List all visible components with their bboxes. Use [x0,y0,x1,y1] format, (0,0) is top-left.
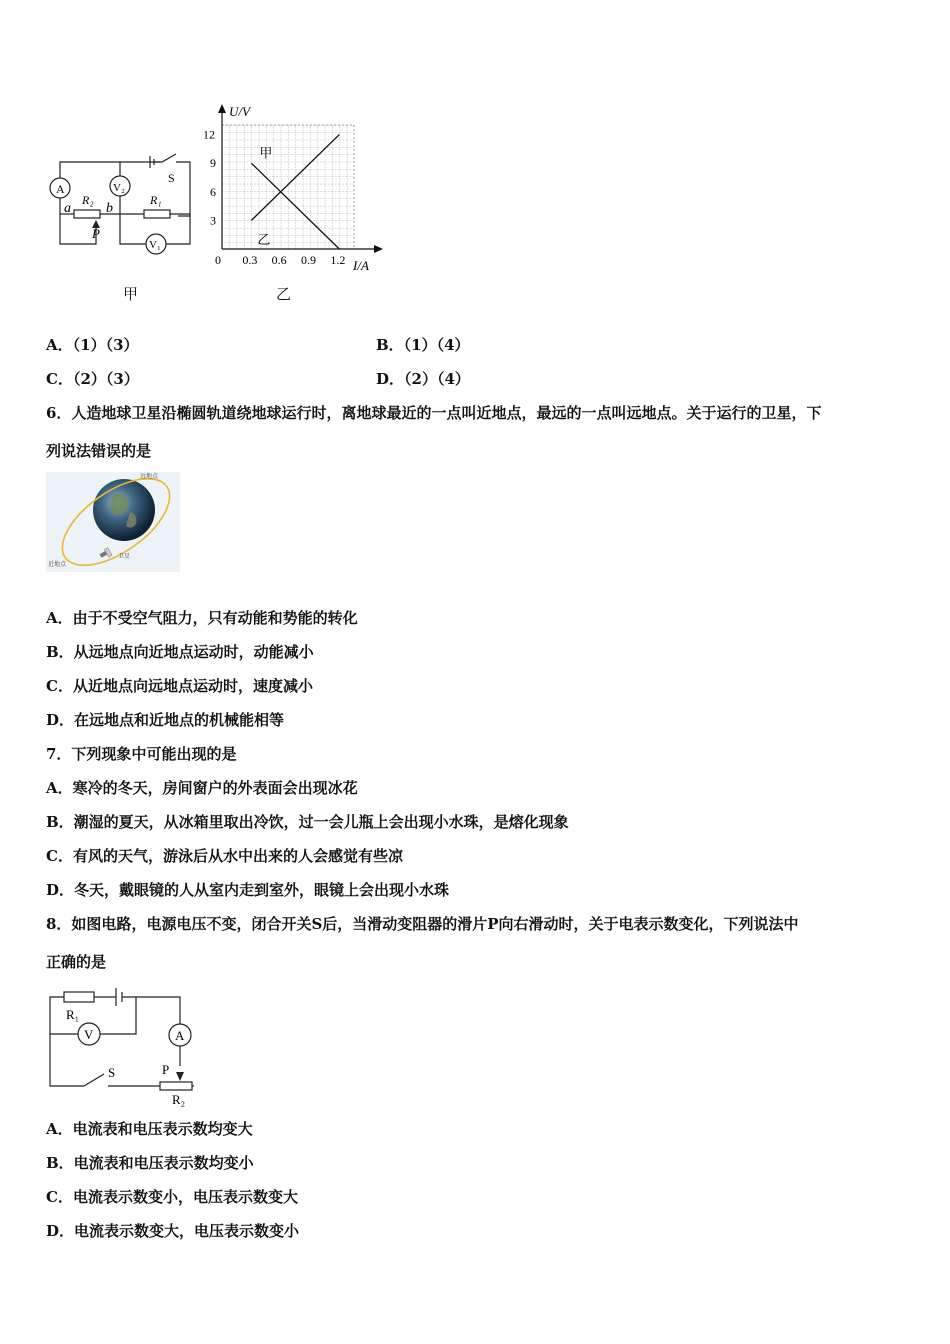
q7-option-b[interactable]: B．潮湿的夏天，从冰箱里取出冷饮，过一会儿瓶上会出现小水珠，是熔化现象 [46,813,569,831]
apogee-label: 远地点 [140,474,159,480]
satellite-orbit-figure [46,472,180,572]
q6-stem-line1: 6．人造地球卫星沿椭圆轨道绕地球运行时，离地球最近的一点叫近地点，最远的一点叫远地点。关于运行的卫星，下 [46,404,822,422]
voltmeter2-label: V₂ [113,182,125,194]
q8-option-a[interactable]: A．电流表和电压表示数均变大 [46,1120,253,1138]
r1-label: R₁ [150,193,162,207]
graph-yi-caption: 乙 [276,285,292,303]
q6-option-b[interactable]: B．从远地点向近地点运动时，动能减小 [46,643,314,661]
q8-option-d[interactable]: D．电流表示数变大，电压表示数变小 [46,1222,300,1240]
x-tick-label: 0.3 [242,253,258,267]
switch-label: S [108,1065,116,1080]
switch-label: S [168,171,175,185]
q5-option-b[interactable]: B．（1）（4） [376,336,470,354]
y-tick-label: 9 [210,156,216,171]
q8-option-b[interactable]: B．电流表和电压表示数均变小 [46,1154,254,1172]
q5-option-d[interactable]: D．（2）（4） [376,370,470,388]
slider-p-label: P [162,1062,170,1077]
r2-label: R₂ [82,193,94,207]
q8-option-c[interactable]: C．电流表示数变小，电压表示数变大 [46,1188,298,1206]
q6-option-c[interactable]: C．从近地点向远地点运动时，速度减小 [46,677,313,695]
x-tick-label: 0.9 [301,253,316,267]
q5-option-a[interactable]: A．（1）（3） [46,336,139,354]
y-tick-label: 6 [210,184,216,199]
circuit-jia-figure [40,140,200,260]
line-yi-label: 乙 [257,232,271,248]
line-jia-label: 甲 [259,145,273,161]
q7-option-d[interactable]: D．冬天，戴眼镜的人从室内走到室外，眼镜上会出现小水珠 [46,881,450,899]
u-i-graph [195,100,390,280]
circuit-jia-caption: 甲 [123,285,139,303]
ammeter-label: A [175,1028,185,1043]
ammeter-label: A [56,182,65,196]
x-axis-label: I/A [353,258,369,273]
q7-option-c[interactable]: C．有风的天气，游泳后从水中出来的人会感觉有些凉 [46,847,403,865]
r2-label: R₂ [172,1092,186,1107]
y-axis-label: U/V [229,104,250,119]
perigee-label: 近地点 [48,562,67,568]
origin-label: 0 [215,253,221,267]
q6-option-d[interactable]: D．在远地点和近地点的机械能相等 [46,711,285,729]
point-b-label: b [106,201,113,216]
voltmeter1-label: V₁ [149,239,161,251]
q7-option-a[interactable]: A．寒冷的冬天，房间窗户的外表面会出现冰花 [46,779,358,797]
satellite-label: 卫星 [118,554,131,560]
y-tick-label: 12 [203,127,215,142]
voltmeter-label: V [84,1027,94,1042]
circuit-q8-figure [44,982,204,1107]
q8-stem-line2: 正确的是 [46,953,107,971]
x-tick-label: 0.6 [271,253,287,267]
r1-label: R₁ [66,1007,80,1022]
point-a-label: a [64,201,71,216]
y-tick-label: 3 [210,213,216,228]
x-tick-label: 1.2 [330,253,346,267]
q8-stem-line1: 8．如图电路，电源电压不变，闭合开关S后，当滑动变阻器的滑片P向右滑动时，关于电表示数变化，下列说法中 [46,915,799,933]
slider-p-label: P [92,226,100,241]
q6-stem-line2: 列说法错误的是 [46,442,152,460]
q6-option-a[interactable]: A．由于不受空气阻力，只有动能和势能的转化 [46,609,358,627]
q5-option-c[interactable]: C．（2）（3） [46,370,139,388]
q7-stem: 7．下列现象中可能出现的是 [46,745,237,763]
